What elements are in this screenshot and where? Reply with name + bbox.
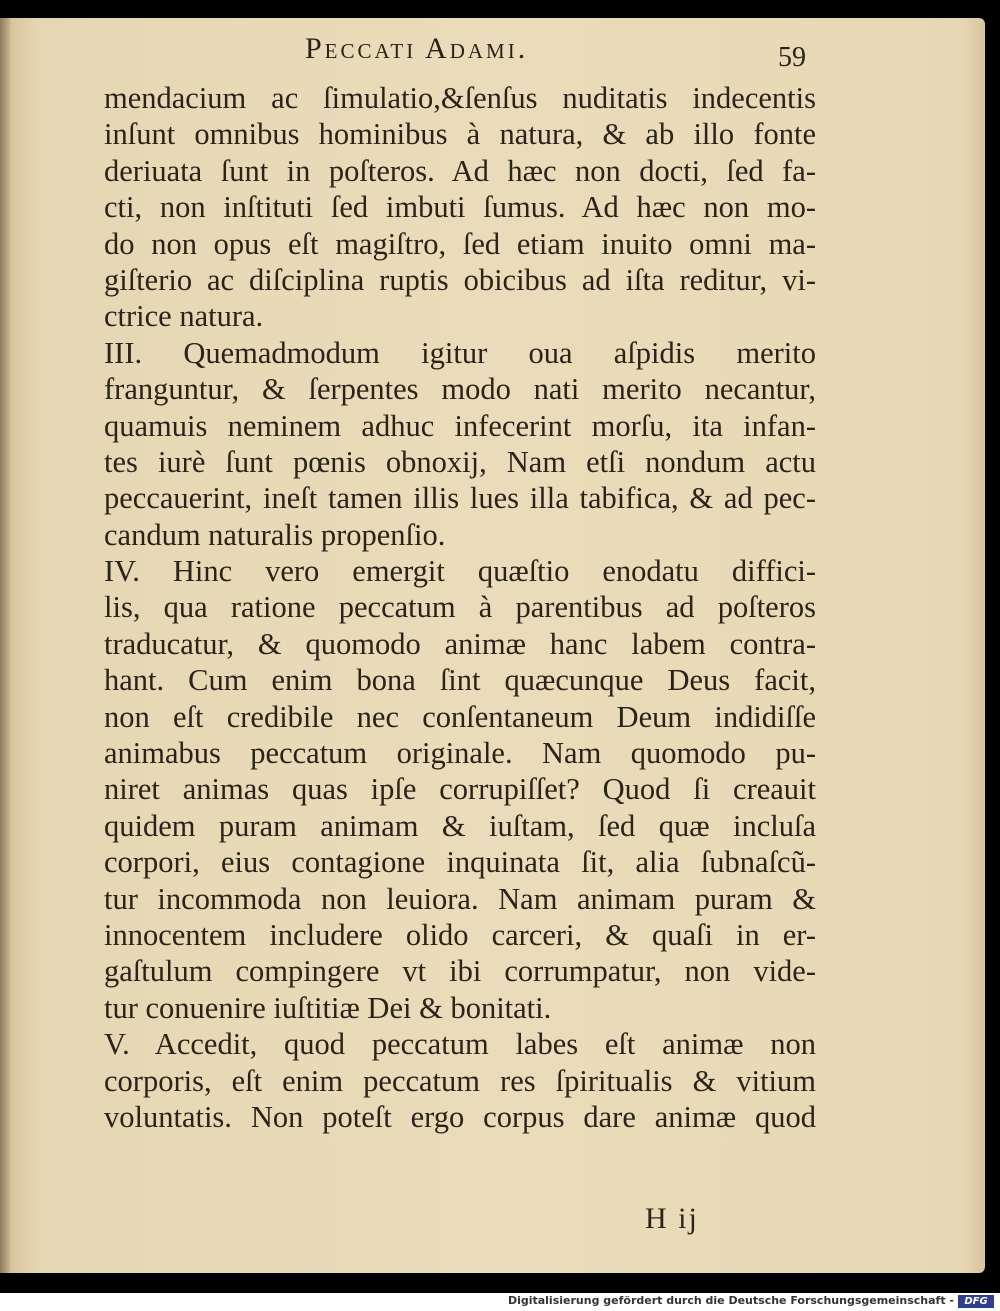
- text-line: tes iurè ſunt pœnis obnoxij, Nam etſi nondum actu: [104, 444, 816, 479]
- text-line: hant. Cum enim bona ſint quæcunque Deus facit,: [104, 663, 816, 698]
- dfg-credit-text: Digitalisierung gefördert durch die Deutsche Forschungsgemeinschaft -: [507, 1294, 954, 1307]
- page-header: [0, 30, 1000, 74]
- text-line: gaſtulum compingere vt ibi corrumpatur, non vide-: [104, 954, 816, 989]
- signature-mark: H ij: [645, 1202, 699, 1235]
- body-text: [104, 80, 816, 1135]
- text-line: candum naturalis propenſio.: [104, 517, 446, 552]
- text-line: niret animas quas ipſe corrupiſſet? Quod ſi creauit: [104, 772, 816, 807]
- text-line: lis, qua ratione peccatum à parentibus ad poſteros: [104, 590, 816, 625]
- text-line: franguntur, & ſerpentes modo nati merito necantur,: [104, 372, 816, 407]
- text-line: tur incommoda non leuiora. Nam animam puram &: [104, 881, 816, 916]
- page-number: 59: [778, 42, 806, 73]
- text-line: corporis, eſt enim peccatum res ſpiritualis & vitium: [104, 1063, 816, 1098]
- text-line: quidem puram animam & iuſtam, ſed quæ incluſa: [104, 808, 816, 843]
- digitization-footer: [0, 1293, 1000, 1311]
- text-line: V. Accedit, quod peccatum labes eſt animæ non: [104, 1027, 816, 1062]
- text-line: mendacium ac ſimulatio,&ſenſus nuditatis indecentis: [104, 81, 816, 115]
- text-line: animabus peccatum originale. Nam quomodo pu-: [104, 736, 816, 771]
- text-line: ctrice natura.: [104, 299, 264, 334]
- text-line: innocentem includere olido carceri, & quaſi in er-: [104, 917, 816, 952]
- text-line: do non opus eſt magiſtro, ſed etiam inuito omni ma-: [104, 226, 816, 261]
- running-title: Peccati Adami.: [305, 32, 529, 65]
- text-line: III. Quemadmodum igitur oua aſpidis merito: [104, 335, 816, 370]
- page-gutter-shadow: [0, 18, 10, 1273]
- text-line: corpori, eius contagione inquinata ſit, alia ſubnaſcũ-: [104, 845, 816, 880]
- text-line: peccauerint, ineſt tamen illis lues illa tabifica, & ad pec-: [104, 481, 816, 516]
- text-line: tur conuenire iuſtitiæ Dei & bonitati.: [104, 990, 552, 1025]
- text-line: deriuata ſunt in poſteros. Ad hæc non docti, ſed fa-: [104, 153, 816, 188]
- text-line: IV. Hinc vero emergit quæſtio enodatu diffici-: [104, 554, 816, 589]
- text-line: traducatur, & quomodo animæ hanc labem contra-: [104, 626, 816, 661]
- text-line: non eſt credibile nec conſentaneum Deum indidiſſe: [104, 699, 816, 734]
- text-line: giſterio ac diſciplina ruptis obicibus ad iſta reditur, vi-: [104, 262, 816, 297]
- text-line: quamuis neminem adhuc infecerint morſu, ita infan-: [104, 408, 816, 443]
- text-line: cti, non inſtituti ſed imbuti ſumus. Ad hæc non mo-: [104, 190, 816, 225]
- text-line: inſunt omnibus hominibus à natura, & ab illo fonte: [104, 117, 816, 152]
- text-line: voluntatis. Non poteſt ergo corpus dare animæ quod: [104, 1099, 816, 1134]
- dfg-logo: DFG: [958, 1295, 994, 1308]
